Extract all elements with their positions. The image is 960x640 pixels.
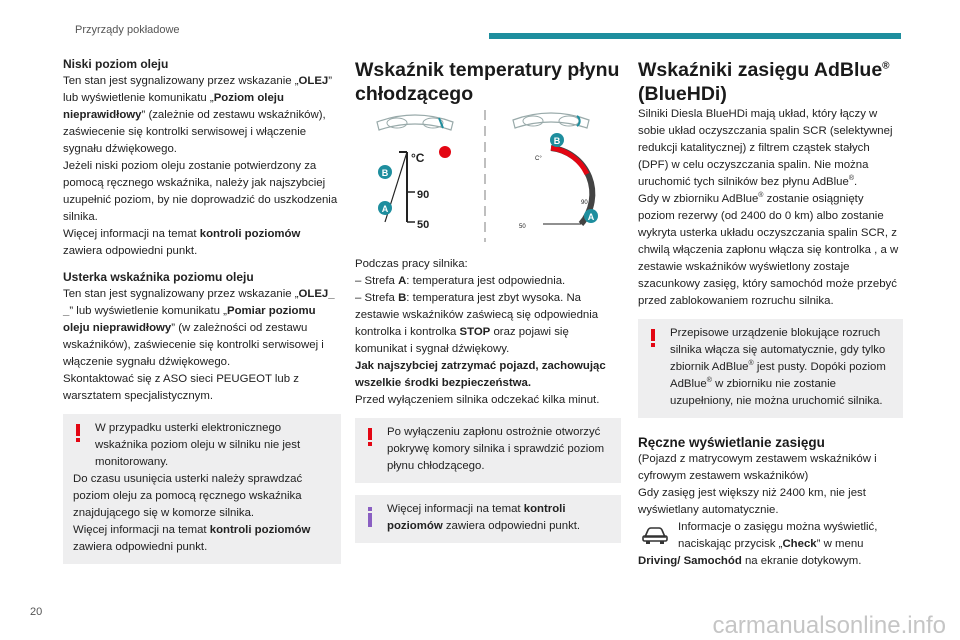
section-title-adblue: Wskaźniki zasięgu AdBlue® (BlueHDi) — [638, 59, 890, 105]
paragraph-low-oil-confirm: Jeżeli niski poziom oleju zostanie potwierdzony za pomocą ręcznego wskaźnika, należy jak najszybciej uzupełnić poziom, by nie doprowadzić do uszkodzenia silnika. — [63, 160, 338, 223]
column-coolant-temperature — [355, 58, 621, 543]
gauge-label-90: 90 — [417, 189, 430, 201]
zone-label-a-right: A — [587, 212, 595, 222]
page-number: 20 — [30, 606, 43, 618]
exclamation-icon — [367, 428, 373, 446]
paragraph-contact-dealer: Skontaktować się z ASO sieci PEUGEOT lub z warsztatem specjalistycznym. — [63, 373, 299, 402]
paragraph-instrument-types: (Pojazd z matrycowym zestawem wskaźników i cyfrowym zestawem wskaźników) — [638, 453, 877, 482]
paragraph-zone-a: – Strefa A: temperatura jest odpowiednia. — [355, 275, 566, 287]
dashboard-icon-left — [377, 115, 453, 130]
coolant-gauge-circular — [519, 133, 598, 230]
paragraph-engine-running: Podczas pracy silnika: — [355, 258, 468, 270]
exclamation-icon — [650, 329, 656, 347]
info-icon — [367, 507, 373, 527]
warning-note-coolant — [355, 418, 621, 483]
warning-note-adblue — [638, 319, 903, 418]
note-oil-text-2: Do czasu usunięcia usterki należy sprawdzać poziom oleju za pomocą ręcznego wskaźnika znajdującego się w komorze silnika. — [73, 473, 303, 519]
paragraph-stop-vehicle: Jak najszybciej zatrzymać pojazd, zachowując wszelkie środki bezpieczeństwa. — [355, 360, 606, 389]
section-title-oil-sensor-fault: Usterka wskaźnika poziomu oleju — [63, 270, 254, 284]
column-adblue-range — [638, 58, 903, 570]
paragraph-zone-b: – Strefa B: temperatura jest zbyt wysoka. Na zestawie wskaźników zaświecą się odpowiednia kontrolka i kontrolka STOP oraz pojawi się komunikat i sygnał dźwiękowy. — [355, 292, 599, 355]
warning-light — [439, 146, 451, 158]
paragraph-range-threshold: Gdy zasięg jest większy niż 2400 km, nie jest wyświetlany automatycznie. — [638, 487, 866, 516]
note-adblue-text: Przepisowe urządzenie blokujące rozruch silnika włącza się automatycznie, gdy tylko zbiornik AdBlue® jest pusty. Dopóki poziom AdBlue® w zbiorniku nie zostanie uzupełniony, nie można uruchomić silnika. — [670, 327, 886, 407]
car-icon — [638, 521, 672, 547]
section-title-manual-range: Ręczne wyświetlanie zasięgu — [638, 435, 825, 450]
paragraph-low-oil: Ten stan jest sygnalizowany przez wskazanie „OLEJ” lub wyświetlenie komunikatu „Poziom oleju nieprawidłowy” (zależnie od zestawu wskaźników), zaświecenie się kontrolki serwisowej i włączenie sygnału dźwiękowego. — [63, 75, 333, 155]
zone-label-a-left: A — [381, 204, 389, 214]
zone-label-b-right: B — [553, 136, 561, 146]
coolant-gauge-illustration — [355, 106, 621, 246]
watermark: carmanualsonline.info — [712, 612, 946, 639]
gauge-label-50-small: 50 — [519, 224, 526, 230]
column-oil-level — [63, 56, 341, 564]
exclamation-icon — [75, 424, 81, 442]
section-title-low-oil: Niski poziom oleju — [63, 57, 169, 71]
info-note-coolant — [355, 495, 621, 543]
note-coolant-more: Więcej informacji na temat kontroli poziomów zawiera odpowiedni punkt. — [387, 503, 581, 532]
gauge-label-90-small: 90 — [581, 200, 588, 206]
header-accent-bar — [489, 33, 901, 39]
paragraph-oil-sensor-fault: Ten stan jest sygnalizowany przez wskazanie „OLEJ_ _” lub wyświetlenie komunikatu „Pomiar poziomu oleju nieprawidłowy” (w zależności od zestawu wskaźników), zaświecenie się kontrolki serwisowej i włączenie sygnału dźwiękowego. — [63, 288, 335, 368]
paragraph-bluehdi: Silniki Diesla BlueHDi mają układ, który łączy w sobie układ oczyszczania spalin SCR (selektywnej redukcji katalitycznej) z filtrem cząstek stałych (DPF) w celu oczyszczania spalin. Nie można uruchomić tych silników bez płynu AdBlue®. — [638, 108, 893, 188]
paragraph-reserve: Gdy w zbiorniku AdBlue® zostanie osiągnięty poziom rezerwy (od 2400 do 0 km) albo zostanie wykryta usterka układu oczyszczania spalin SCR, z chwilą włączenia zapłonu włącza się kontrolka , a w zestawie wskaźników wyświetlony zostaje szacunkowy zasięg, który samochód może przebyć przed zablokowaniem rozruchu silnika. — [638, 192, 899, 307]
paragraph-wait-minutes: Przed wyłączeniem silnika odczekać kilka minut. — [355, 394, 600, 406]
gauge-label-50: 50 — [417, 219, 430, 231]
dashboard-icon-right — [513, 113, 589, 128]
zone-label-b-left: B — [381, 168, 389, 178]
gauge-label-celsius: °C — [411, 151, 425, 165]
page-header-title: Przyrządy pokładowe — [75, 24, 180, 36]
paragraph-low-oil-more: Więcej informacji na temat kontroli poziomów zawiera odpowiedni punkt. — [63, 228, 301, 257]
note-oil-text-1: W przypadku usterki elektronicznego wskaźnika poziom oleju w silniku nie jest monitorowany. — [95, 422, 301, 468]
note-coolant-text: Po wyłączeniu zapłonu ostrożnie otworzyć pokrywę komory silnika i sprawdzić poziom płynu chłodzącego. — [387, 426, 605, 472]
note-oil-text-3: Więcej informacji na temat kontroli poziomów zawiera odpowiedni punkt. — [73, 524, 311, 553]
warning-note-oil — [63, 414, 341, 564]
section-title-coolant: Wskaźnik temperatury płynu chłodzącego — [355, 59, 620, 105]
gauge-label-c-small: C° — [535, 156, 542, 162]
coolant-gauge-linear — [378, 146, 451, 231]
paragraph-check-button: Informacje o zasięgu można wyświetlić, naciskając przycisk „Check” w menu Driving/ Samochód na ekranie dotykowym. — [638, 521, 878, 567]
